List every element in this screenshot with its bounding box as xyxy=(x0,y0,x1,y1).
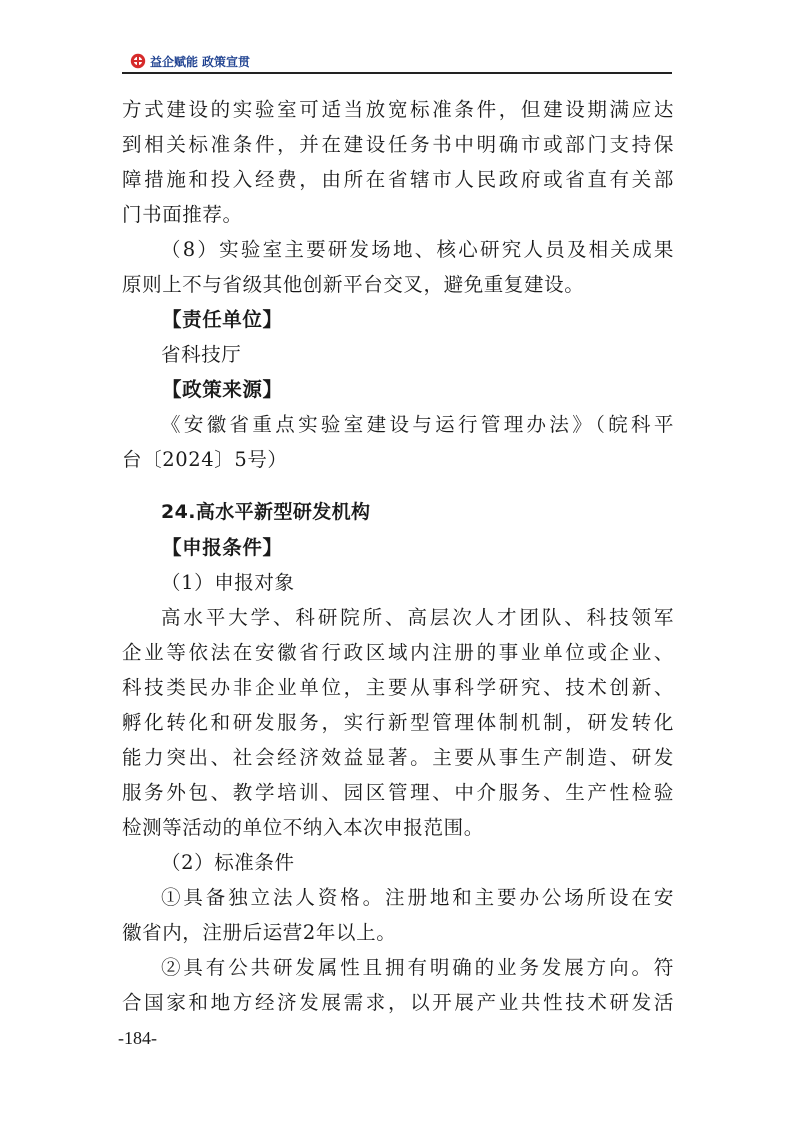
brand-right: 政策宣贯 xyxy=(202,54,251,69)
section-title: 24.高水平新型研发机构 xyxy=(161,501,371,523)
paragraph-line: 检测等活动的单位不纳入本次申报范围。 xyxy=(122,816,484,839)
condition-item-line: 徽省内，注册后运营2年以上。 xyxy=(122,921,397,944)
brand-logo-icon xyxy=(130,53,146,69)
paragraph-line: 企业等依法在安徽省行政区域内注册的事业单位或企业、 xyxy=(122,641,674,664)
condition-item-line: ②具有公共研发属性且拥有明确的业务发展方向。符 xyxy=(161,956,674,979)
page-number: -184- xyxy=(118,1028,157,1048)
paragraph-line: 到相关标准条件，并在建设任务书中明确市或部门支持保 xyxy=(122,133,674,156)
subsection-heading: （1）申报对象 xyxy=(161,571,295,594)
responsibility-heading: 【责任单位】 xyxy=(162,308,283,331)
subsection-heading: （2）标准条件 xyxy=(161,851,295,874)
page-header xyxy=(122,50,672,74)
policy-source-heading: 【政策来源】 xyxy=(162,378,283,401)
brand-text xyxy=(150,53,250,70)
paragraph-line: 孵化转化和研发服务，实行新型管理体制机制，研发转化 xyxy=(122,711,674,734)
responsibility-value: 省科技厅 xyxy=(161,343,242,366)
paragraph-line: 障措施和投入经费，由所在省辖市人民政府或省直有关部 xyxy=(122,168,674,191)
item8-line: （8）实验室主要研发场地、核心研究人员及相关成果 xyxy=(161,238,674,261)
document-body xyxy=(122,92,674,1020)
brand-left: 益企赋能 xyxy=(150,54,199,69)
condition-item-line: 合国家和地方经济发展需求，以开展产业共性技术研发活 xyxy=(122,991,674,1014)
policy-source-line: 台〔2024〕5号） xyxy=(122,448,288,471)
paragraph-line: 门书面推荐。 xyxy=(122,203,243,226)
policy-source-line: 《安徽省重点实验室建设与运行管理办法》（皖科平 xyxy=(161,413,674,436)
paragraph-line: 高水平大学、科研院所、高层次人才团队、科技领军 xyxy=(161,606,674,629)
paragraph-line: 科技类民办非企业单位，主要从事科学研究、技术创新、 xyxy=(122,676,674,699)
conditions-heading: 【申报条件】 xyxy=(162,536,283,559)
condition-item-line: ①具备独立法人资格。注册地和主要办公场所设在安 xyxy=(161,886,674,909)
brand-logo xyxy=(130,52,250,70)
header-divider xyxy=(122,72,672,74)
paragraph-line: 方式建设的实验室可适当放宽标准条件，但建设期满应达 xyxy=(122,98,674,121)
paragraph-line: 服务外包、教学培训、园区管理、中介服务、生产性检验 xyxy=(122,781,674,804)
item8-line: 原则上不与省级其他创新平台交叉，避免重复建设。 xyxy=(122,273,585,296)
paragraph-line: 能力突出、社会经济效益显著。主要从事生产制造、研发 xyxy=(122,746,674,769)
